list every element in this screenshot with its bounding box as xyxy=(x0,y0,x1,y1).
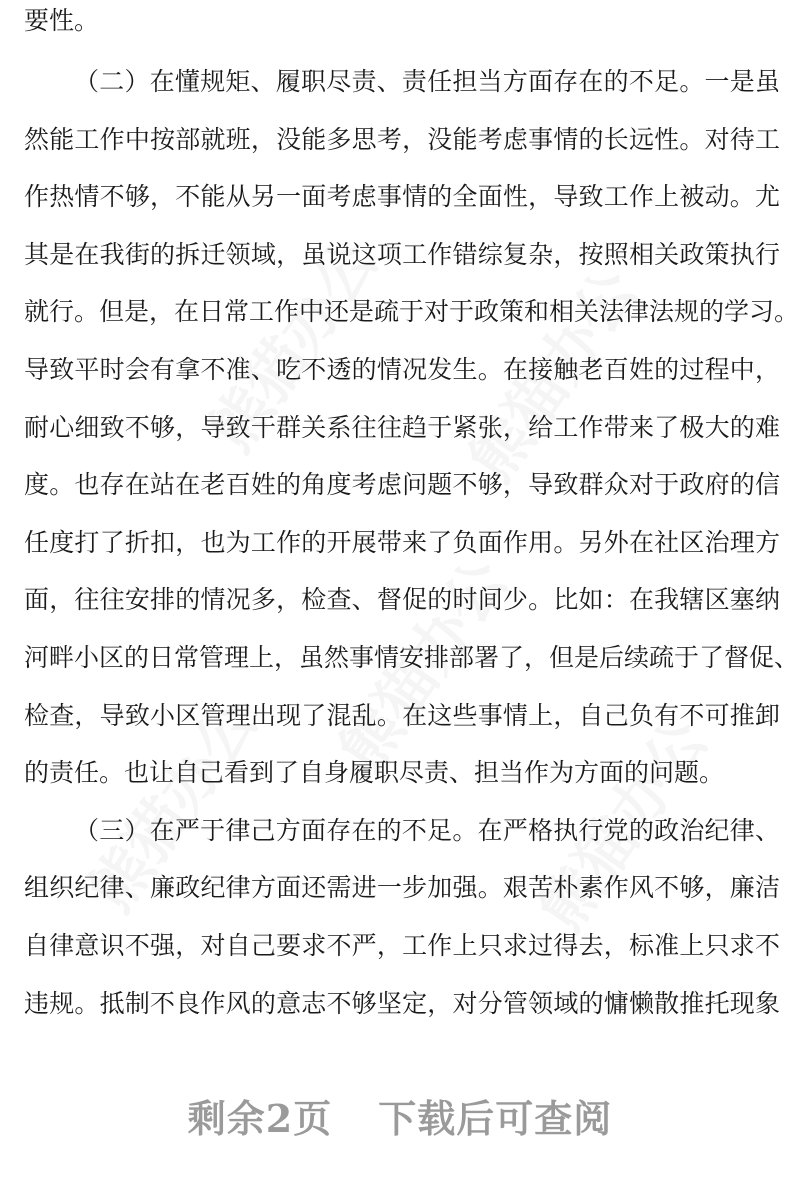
download-prompt[interactable] xyxy=(0,1088,800,1148)
section-2-line: 就行。但是，在日常工作中还是疏于对于政策和相关法律法规的学习。 xyxy=(24,297,800,327)
section-2-line: 面，往往安排的情况多，检查、督促的时间少。比如：在我辖区塞纳 xyxy=(24,585,780,615)
section-2-line: 其是在我街的拆迁领域，虽说这项工作错综复杂，按照相关政策执行 xyxy=(24,239,780,269)
section-2-line: 河畔小区的日常管理上，虽然事情安排部署了，但是后续疏于了督促、 xyxy=(24,642,800,672)
watermark-2: 熊猫办公 xyxy=(456,257,652,495)
section-3-line: （三）在严于律己方面存在的不足。在严格执行党的政治纪律、 xyxy=(74,815,780,845)
section-3-line: 组织纪律、廉政纪律方面还需进一步加强。艰苦朴素作风不够，廉洁 xyxy=(24,873,780,903)
section-3-line: 违规。抵制不良作风的意志不够坚定，对分管领域的慵懒散推托现象 xyxy=(24,988,780,1018)
section-2-paragraph xyxy=(24,53,800,802)
section-2-line: 度。也存在站在老百姓的角度考虑问题不够，导致群众对于政府的信 xyxy=(24,470,780,500)
section-2-line: 耐心细致不够，导致干群关系往往趋于紧张，给工作带来了极大的难 xyxy=(24,412,780,442)
section-2-line: 然能工作中按部就班，没能多思考，没能考虑事情的长远性。对待工 xyxy=(24,124,780,154)
section-2-line: 检查，导致小区管理出现了混乱。在这些事情上，自己负有不可推卸 xyxy=(24,700,780,730)
watermark-5: 熊猫办公 xyxy=(526,707,722,945)
document-page xyxy=(24,0,800,1032)
watermark-3: 熊猫办公 xyxy=(326,547,522,785)
section-2-line: 任度打了折扣，也为工作的开展带来了负面作用。另外在社区治理方 xyxy=(24,527,780,557)
section-2-line: 作热情不够，不能从另一面考虑事情的全面性，导致工作上被动。尤 xyxy=(24,182,780,212)
section-3-paragraph xyxy=(24,802,780,1032)
remaining-pages-label: 剩余2页 xyxy=(187,1096,333,1141)
paragraph-intro-end: 要性。 xyxy=(24,6,100,35)
watermark-1: 熊猫办公 xyxy=(196,227,392,465)
section-3-line: 自律意识不强，对自己要求不严，工作上只求过得去，标准上只求不 xyxy=(24,930,780,960)
section-2-line: （二）在懂规矩、履职尽责、责任担当方面存在的不足。一是虽 xyxy=(74,67,780,96)
download-hint-label: 下载后可查阅 xyxy=(378,1096,613,1141)
watermark-4: 熊猫办公 xyxy=(76,687,272,925)
section-2-line: 导致平时会有拿不准、吃不透的情况发生。在接触老百姓的过程中， xyxy=(24,354,780,384)
section-2-line: 的责任。也让自己看到了自身履职尽责、担当作为方面的问题。 xyxy=(24,758,725,788)
